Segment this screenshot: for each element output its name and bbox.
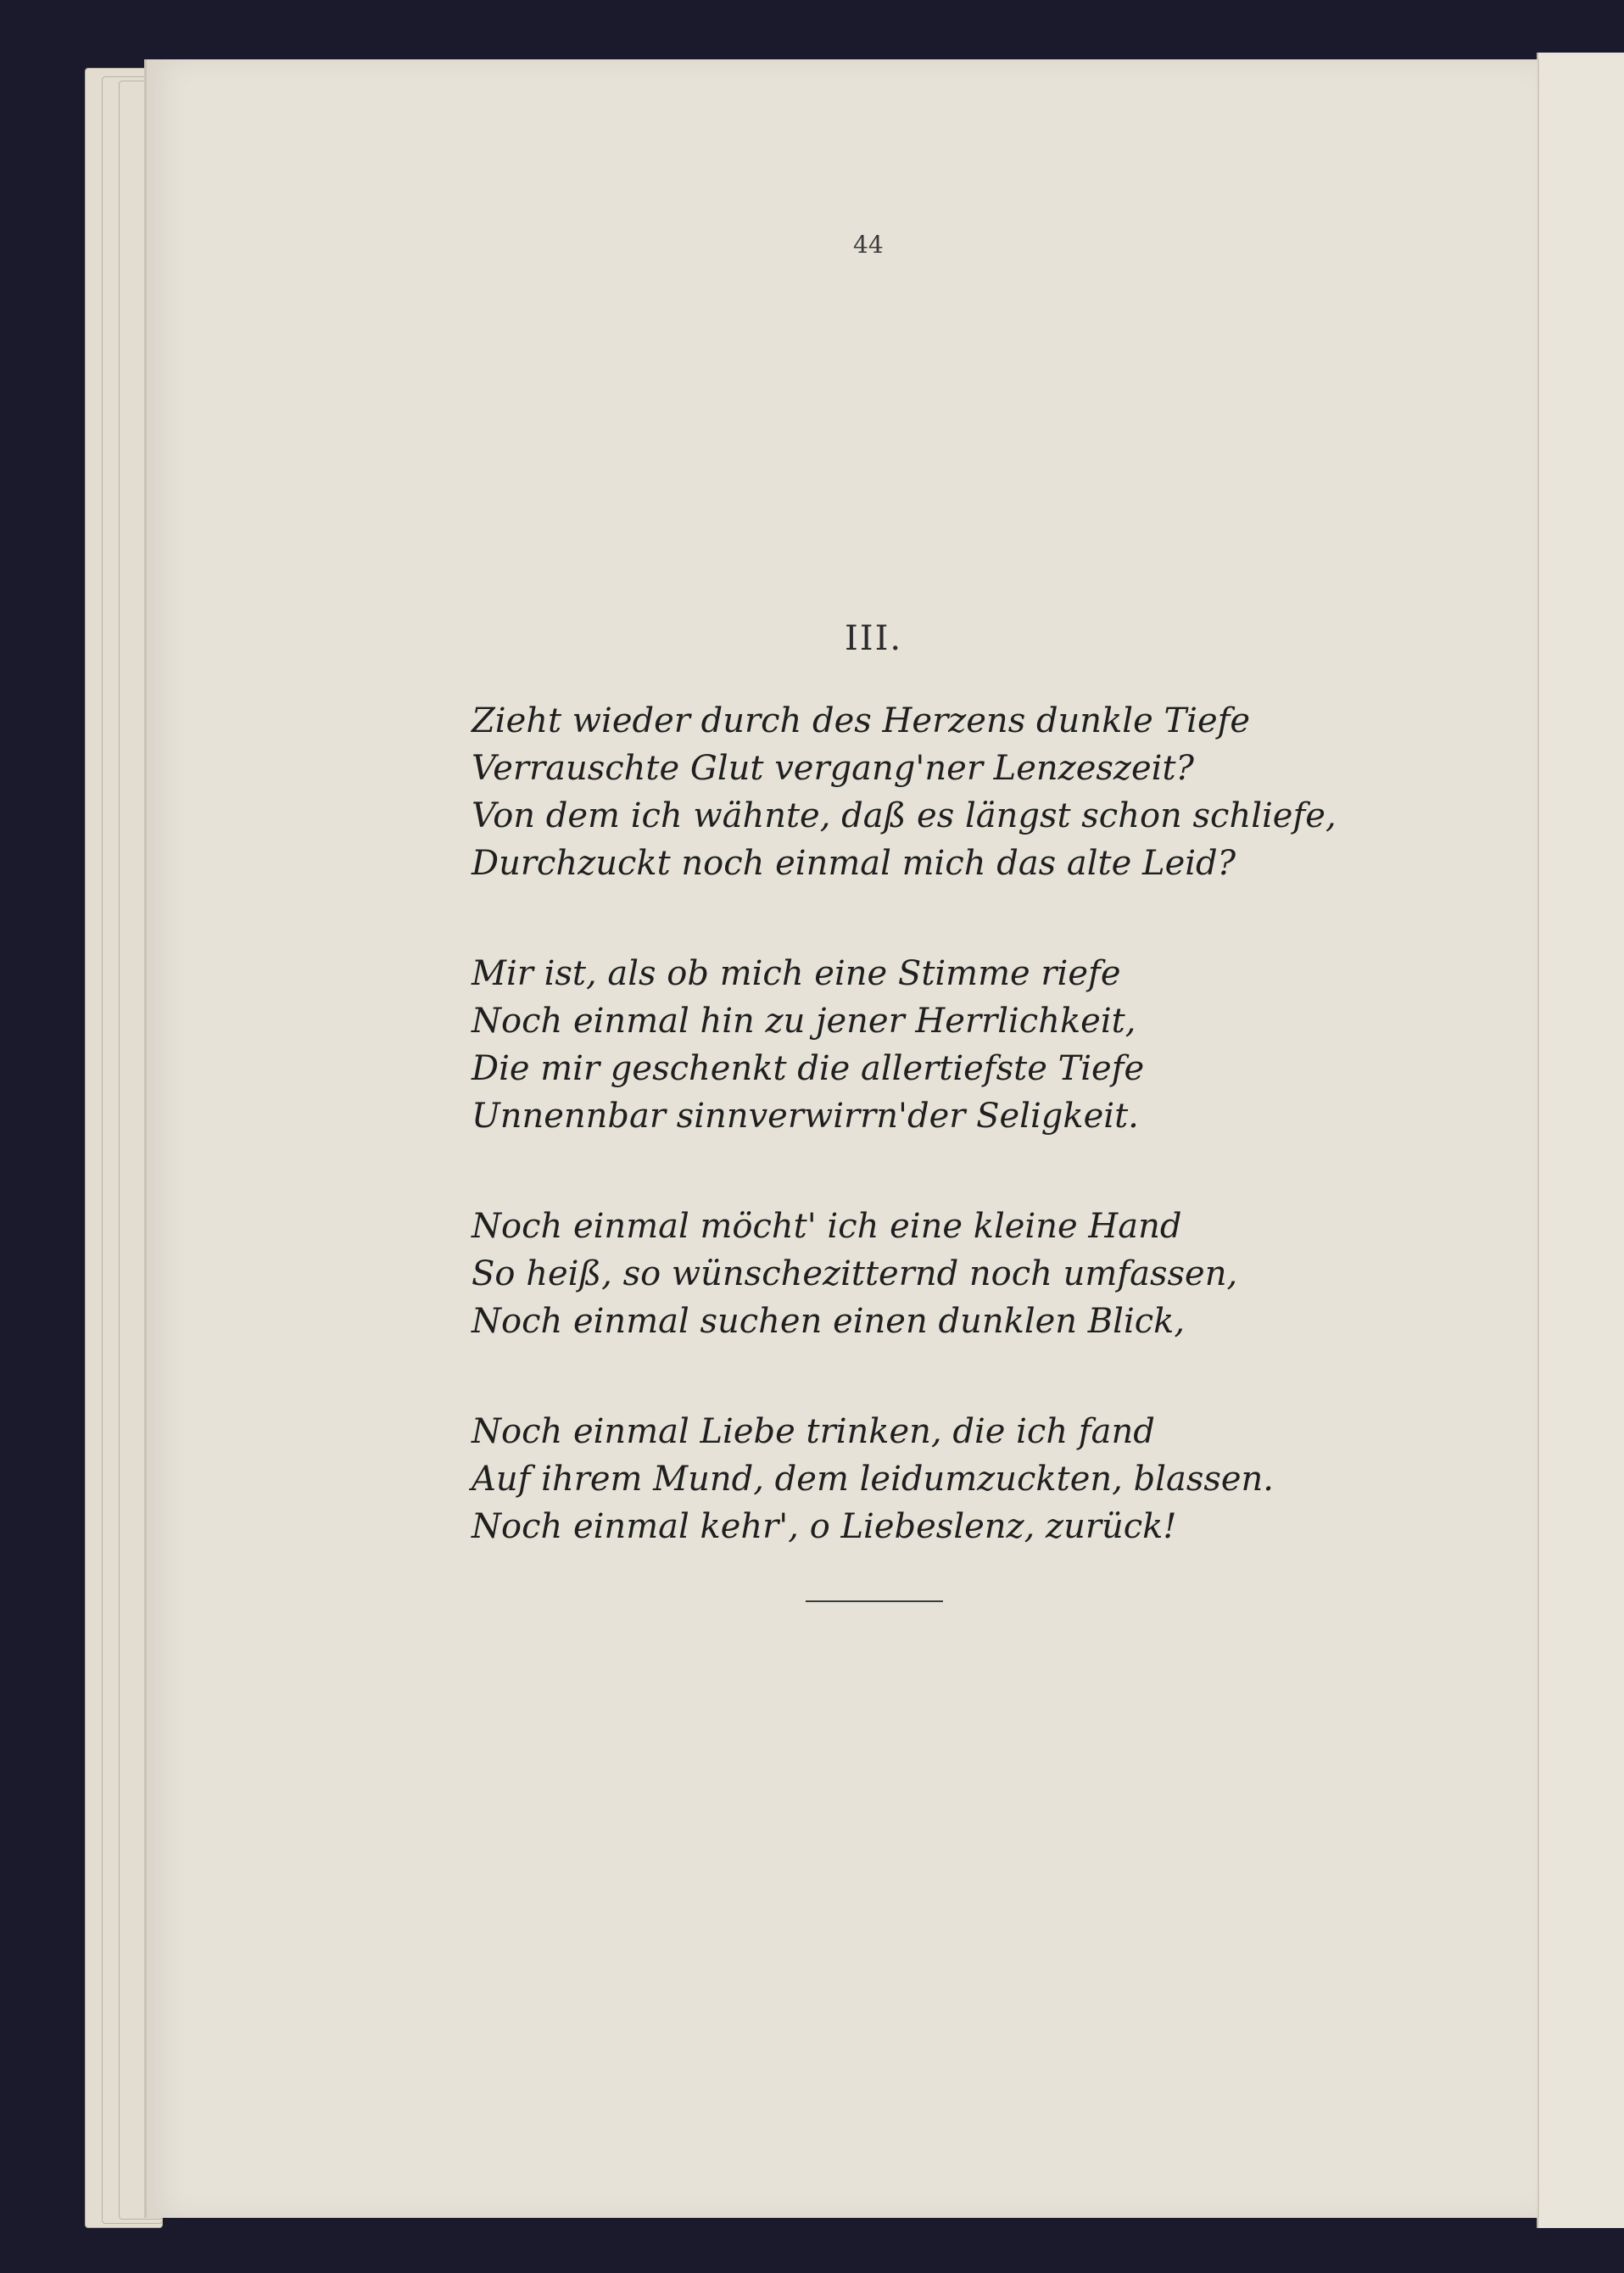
verse-line: Durchzuckt noch einmal mich das alte Leid? bbox=[472, 844, 1236, 883]
verse-line: Noch einmal kehr', o Liebeslenz, zurück! bbox=[472, 1507, 1177, 1546]
verse-line: Auf ihrem Mund, dem leidumzuckten, blassen. bbox=[472, 1460, 1275, 1499]
verse-line: Noch einmal suchen einen dunklen Blick, bbox=[472, 1302, 1186, 1341]
stanza bbox=[472, 1408, 1286, 1550]
verse-line: So heiß, so wünschezitternd noch umfassen, bbox=[472, 1254, 1238, 1293]
verse-line: Zieht wieder durch des Herzens dunkle Tiefe bbox=[472, 701, 1251, 740]
verse-line: Unnennbar sinnverwirrn'der Seligkeit. bbox=[472, 1097, 1139, 1136]
poem-body bbox=[472, 697, 1337, 1613]
verse-line: Verrauschte Glut vergang'ner Lenzeszeit? bbox=[472, 749, 1194, 788]
verse-line: Noch einmal Liebe trinken, die ich fand bbox=[472, 1412, 1155, 1451]
verse-line: Mir ist, als ob mich eine Stimme riefe bbox=[472, 954, 1121, 993]
facing-page-edge bbox=[1537, 53, 1624, 2228]
stanza bbox=[472, 697, 1337, 887]
stanza bbox=[472, 1203, 1286, 1345]
poem-title: III. bbox=[845, 619, 903, 658]
page-number: 44 bbox=[853, 231, 884, 259]
stanza bbox=[472, 950, 1286, 1140]
verse-line: Noch einmal möcht' ich eine kleine Hand bbox=[472, 1207, 1182, 1246]
end-rule bbox=[806, 1600, 943, 1602]
verse-line: Noch einmal hin zu jener Herrlichkeit, bbox=[472, 1002, 1136, 1041]
verse-line: Die mir geschenkt die allertiefste Tiefe bbox=[472, 1049, 1145, 1088]
verse-line: Von dem ich wähnte, daß es längst schon schliefe, bbox=[472, 796, 1337, 835]
